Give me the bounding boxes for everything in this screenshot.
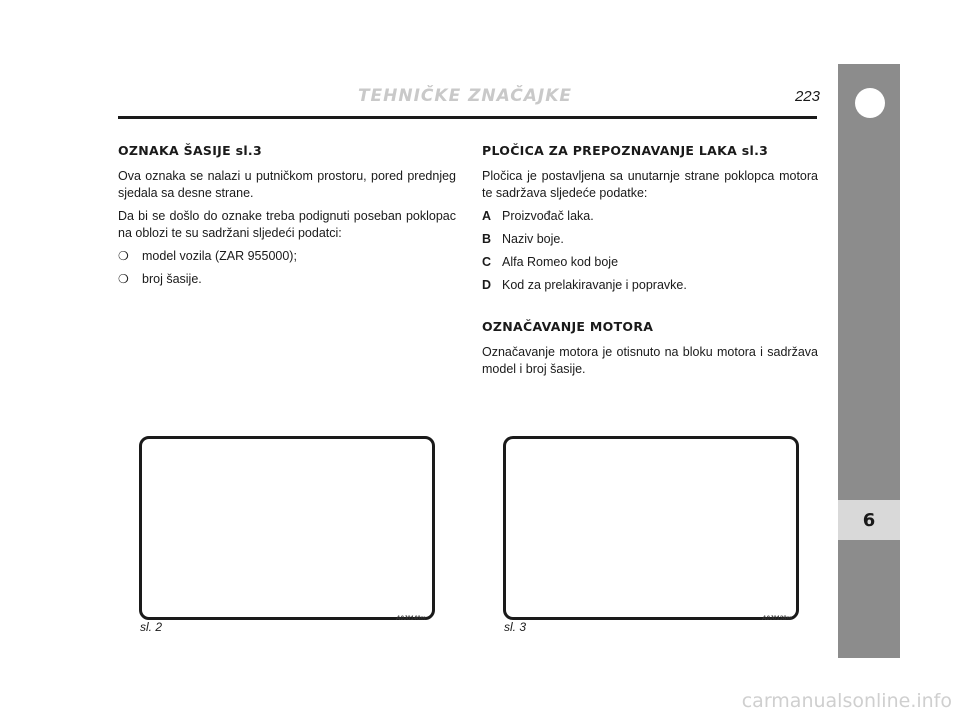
circle-bullet-icon: ❍ xyxy=(118,249,129,263)
left-column xyxy=(118,142,456,294)
list-item xyxy=(482,231,818,248)
paragraph: Pločica je postavljena sa unutarnje strane poklopca motora te sadržava sljedeće podatke: xyxy=(482,169,818,200)
figure-code: A0J0138m xyxy=(762,616,792,622)
figure-caption: sl. 2 xyxy=(140,620,163,634)
figure-caption: sl. 3 xyxy=(504,620,527,634)
list-item xyxy=(118,248,456,265)
section-spacer xyxy=(482,300,818,318)
engine-marking-heading: OZNAČAVANJE MOTORA xyxy=(482,319,654,334)
list-item xyxy=(118,271,456,288)
list-item-text: Alfa Romeo kod boje xyxy=(502,255,619,269)
chapter-side-tab xyxy=(838,64,900,658)
chassis-marking-heading: OZNAKA ŠASIJE sl.3 xyxy=(118,143,262,158)
figure-frame-2 xyxy=(139,436,435,620)
chapter-number: 6 xyxy=(838,500,900,540)
paragraph: Da bi se došlo do oznake treba podignuti poseban poklopac na oblozi te su sadržani sljedeći podatci: xyxy=(118,209,456,240)
circle-bullet-icon: ❍ xyxy=(118,272,129,286)
item-letter: B xyxy=(482,232,492,246)
list-item xyxy=(482,254,818,271)
figure-code: A0J0140m xyxy=(396,616,426,622)
figure-frame-3 xyxy=(503,436,799,620)
item-letter: D xyxy=(482,278,492,292)
watermark: carmanualsonline.info xyxy=(741,690,952,712)
list-item-text: model vozila (ZAR 955000); xyxy=(142,249,297,263)
list-item-text: Naziv boje. xyxy=(502,232,564,246)
item-letter: A xyxy=(482,209,492,223)
chapter-title: TEHNIČKE ZNAČAJKE xyxy=(357,86,573,106)
list-item-text: Kod za prelakiravanje i popravke. xyxy=(502,278,687,292)
circle-marker-icon xyxy=(855,88,885,118)
page-number: 223 xyxy=(794,88,820,105)
header-rule xyxy=(118,116,817,119)
right-column xyxy=(482,142,818,384)
list-item-text: broj šasije. xyxy=(142,272,202,286)
list-item xyxy=(482,208,818,225)
paragraph: Ova oznaka se nalazi u putničkom prostoru, pored prednjeg sjedala sa desne strane. xyxy=(118,169,456,200)
list-item xyxy=(482,277,818,294)
item-letter: C xyxy=(482,255,492,269)
paint-plate-heading: PLOČICA ZA PREPOZNAVANJE LAKA sl.3 xyxy=(482,143,769,158)
list-item-text: Proizvođač laka. xyxy=(502,209,594,223)
paragraph: Označavanje motora je otisnuto na bloku motora i sadržava model i broj šasije. xyxy=(482,345,818,376)
